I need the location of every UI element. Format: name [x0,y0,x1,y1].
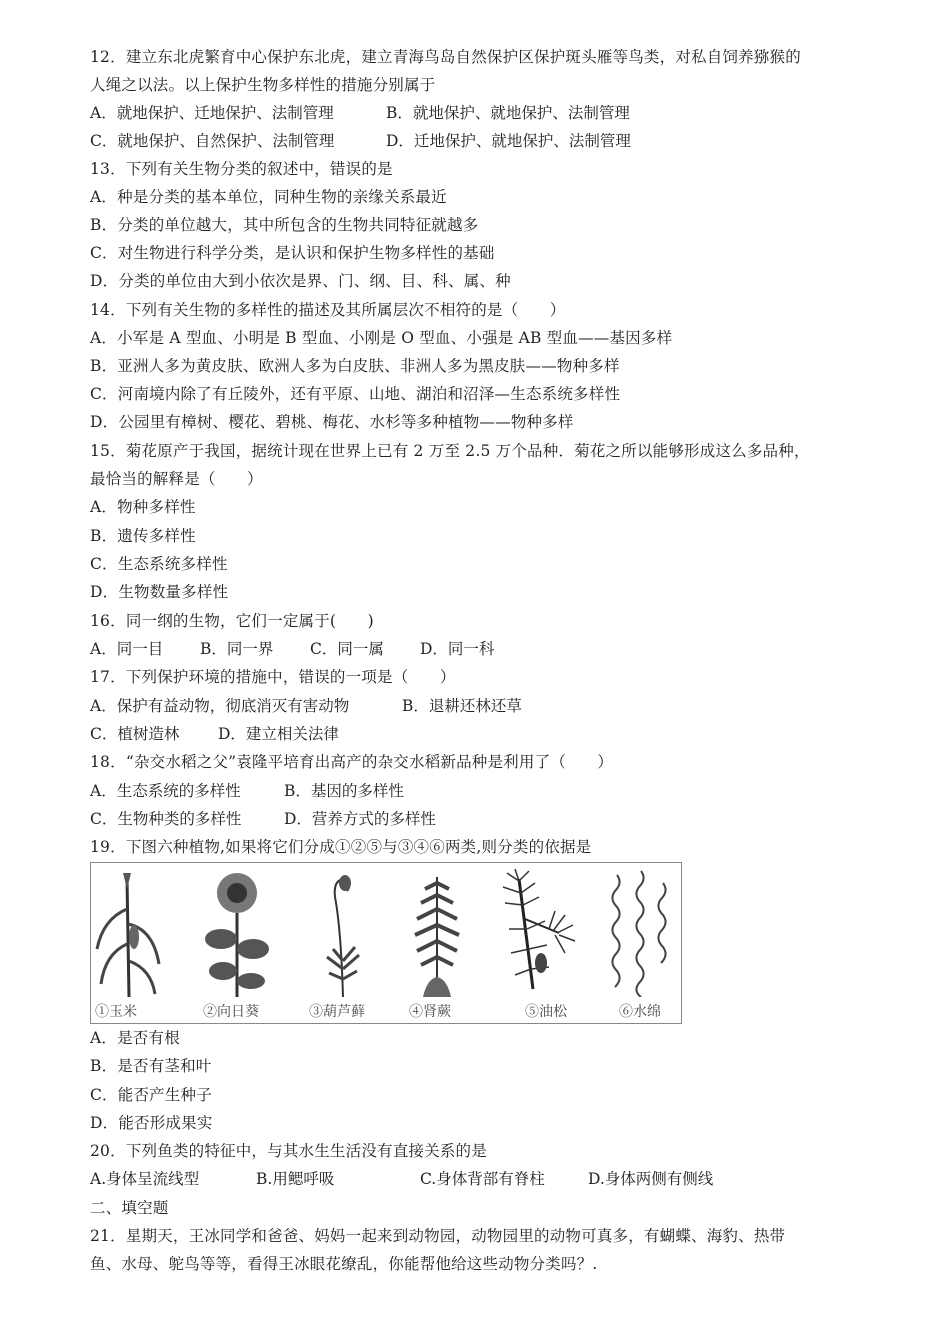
q13-option-d: D．分类的单位由大到小依次是界、门、纲、目、科、属、种 [90,272,511,290]
q17-stem: 17．下列保护环境的措施中，错误的一项是（ ） [90,668,456,686]
figure-label-4: ④肾蕨 [409,1004,451,1020]
q20-option-c: C.身体背部有脊柱 [420,1170,545,1188]
q14-option-c: C．河南境内除了有丘陵外，还有平原、山地、湖泊和沼泽—生态系统多样性 [90,385,621,403]
q15-stem-line1: 15．菊花原产于我国，据统计现在世界上已有 2 万至 2.5 万个品种．菊花之所以能够形成这么多品种， [90,442,810,460]
q17-option-d: D．建立相关法律 [218,725,339,743]
q15-option-b: B．遗传多样性 [90,527,196,545]
figure-label-2: ②向日葵 [203,1004,259,1020]
spirogyra-illustration [601,869,679,997]
moss-illustration [313,869,369,997]
corn-illustration [93,869,163,997]
q19-stem: 19．下图六种植物,如果将它们分成①②⑤与③④⑥两类,则分类的依据是 [90,838,592,856]
q15-stem-line2: 最恰当的解释是（ ） [90,470,263,488]
q19-option-a: A．是否有根 [90,1029,180,1047]
q16-option-d: D．同一科 [420,640,495,658]
q12-option-c: C．就地保护、自然保护、法制管理 [90,132,335,150]
figure-label-3: ③葫芦藓 [309,1004,365,1020]
q13-option-b: B．分类的单位越大，其中所包含的生物共同特征就越多 [90,216,479,234]
q16-stem: 16．同一纲的生物，它们一定属于( ) [90,612,374,630]
q13-stem: 13．下列有关生物分类的叙述中，错误的是 [90,160,393,178]
q21-stem-line1: 21．星期天，王冰同学和爸爸、妈妈一起来到动物园，动物园里的动物可真多，有蝴蝶、海豹、热带 [90,1227,786,1245]
q18-option-d: D．营养方式的多样性 [284,810,436,828]
q12-option-b: B．就地保护、就地保护、法制管理 [386,104,630,122]
q19-option-d: D．能否形成果实 [90,1114,213,1132]
q18-option-a: A．生态系统的多样性 [90,782,241,800]
q19-option-c: C．能否产生种子 [90,1086,212,1104]
q14-option-b: B．亚洲人多为黄皮肤、欧洲人多为白皮肤、非洲人多为黑皮肤——物种多样 [90,357,620,375]
q20-option-a: A.身体呈流线型 [90,1170,200,1188]
q20-stem: 20．下列鱼类的特征中，与其水生生活没有直接关系的是 [90,1142,487,1160]
q17-option-b: B．退耕还林还草 [402,697,522,715]
q20-option-d: D.身体两侧有侧线 [588,1170,714,1188]
section-heading: 二、填空题 [90,1199,169,1217]
q20-option-b: B.用鳃呼吸 [256,1170,335,1188]
q13-option-a: A．种是分类的基本单位，同种生物的亲缘关系最近 [90,188,447,206]
pine-illustration [489,869,577,997]
fern-illustration [403,869,469,997]
q12-option-a: A．就地保护、迁地保护、法制管理 [90,104,334,122]
figure-label-5: ⑤油松 [525,1004,567,1020]
q18-stem: 18．“杂交水稻之父”袁隆平培育出高产的杂交水稻新品种是利用了（ ） [90,753,614,771]
q18-option-b: B．基因的多样性 [284,782,404,800]
q16-option-a: A．同一目 [90,640,164,658]
q15-option-a: A．物种多样性 [90,498,196,516]
q21-stem-line2: 鱼、水母、鸵鸟等等，看得王冰眼花缭乱，你能帮他给这些动物分类吗？. [90,1255,598,1273]
q14-option-a: A．小军是 A 型血、小明是 B 型血、小刚是 O 型血、小强是 AB 型血——基因多样 [90,329,673,347]
q17-option-a: A．保护有益动物，彻底消灭有害动物 [90,697,350,715]
q13-option-c: C．对生物进行科学分类，是认识和保护生物多样性的基础 [90,244,495,262]
figure-label-1: ①玉米 [95,1004,137,1020]
q19-option-b: B．是否有茎和叶 [90,1057,212,1075]
plant-figure [90,862,682,1024]
q14-option-d: D．公园里有樟树、樱花、碧桃、梅花、水杉等多种植物——物种多样 [90,413,574,431]
q15-option-c: C．生态系统多样性 [90,555,228,573]
q15-option-d: D．生物数量多样性 [90,583,229,601]
sunflower-illustration [199,869,275,997]
q16-option-b: B．同一界 [200,640,274,658]
q12-stem-line1: 12．建立东北虎繁育中心保护东北虎，建立青海鸟岛自然保护区保护斑头雁等鸟类，对私自饲养猕猴的 [90,48,801,66]
q18-option-c: C．生物种类的多样性 [90,810,242,828]
q12-option-d: D．迁地保护、就地保护、法制管理 [386,132,631,150]
q14-stem: 14．下列有关生物的多样性的描述及其所属层次不相符的是（ ） [90,301,566,319]
q16-option-c: C．同一属 [310,640,384,658]
q17-option-c: C．植树造林 [90,725,180,743]
q12-stem-line2: 人绳之以法。以上保护生物多样性的措施分别属于 [90,76,436,94]
figure-label-6: ⑥水绵 [619,1004,661,1020]
